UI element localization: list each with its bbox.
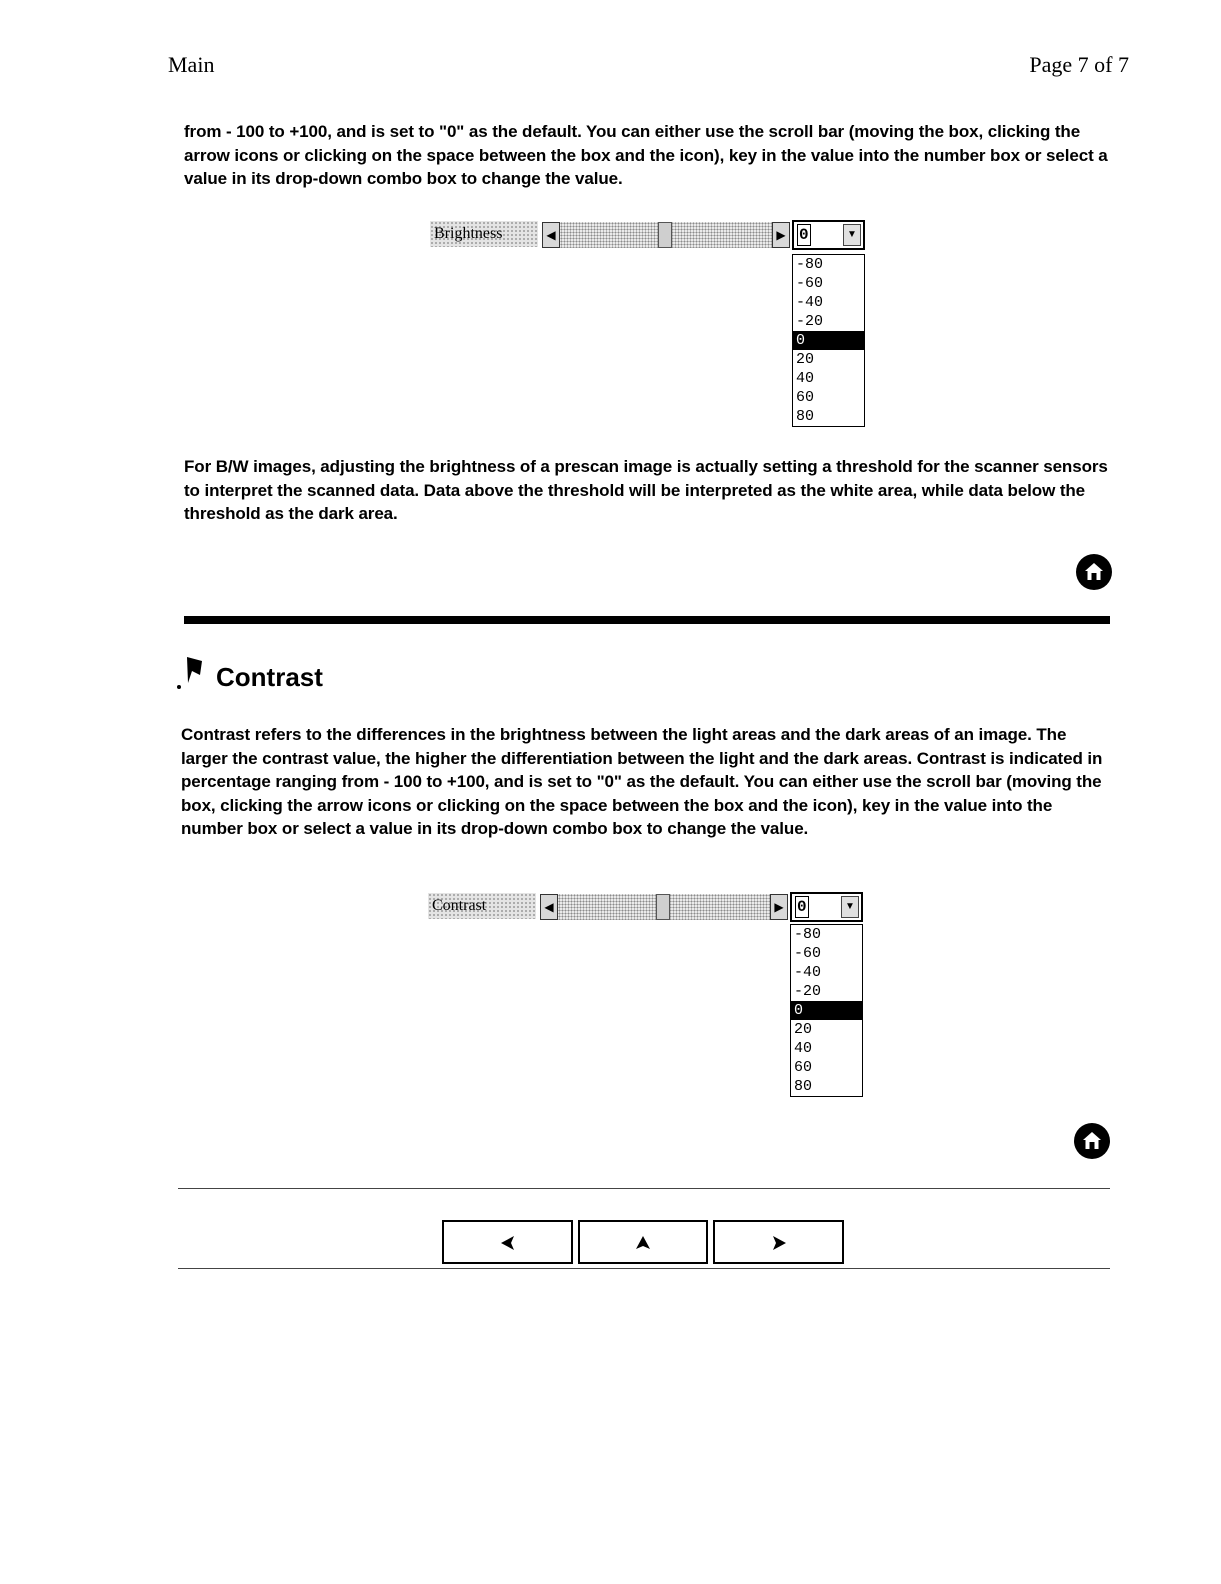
dropdown-option[interactable]: 40 bbox=[796, 370, 815, 387]
footer-divider-top bbox=[178, 1188, 1110, 1189]
brightness-dropdown-list[interactable] bbox=[792, 254, 865, 427]
contrast-combo-box[interactable] bbox=[790, 892, 863, 922]
dropdown-option[interactable]: -40 bbox=[796, 294, 824, 311]
contrast-scroll-left-button[interactable]: ◀ bbox=[540, 894, 558, 920]
dropdown-option[interactable]: -80 bbox=[794, 926, 822, 943]
contrast-heading: Contrast bbox=[216, 662, 323, 692]
section-divider bbox=[184, 616, 1110, 624]
home-icon[interactable] bbox=[1076, 554, 1112, 590]
up-page-button[interactable] bbox=[578, 1220, 708, 1264]
chevron-down-icon[interactable]: ▼ bbox=[841, 896, 859, 918]
brightness-intro-text: from - 100 to +100, and is set to "0" as the default. You can either use the scroll bar (moving the box, clicking the arrow icons or clicking on the space between the box and the icon), key in the value into the number box or select a value in its drop-down combo box to change the value. bbox=[184, 122, 1108, 188]
header-left: Main bbox=[168, 52, 215, 77]
dropdown-option[interactable]: 60 bbox=[796, 389, 815, 406]
brightness-control bbox=[430, 220, 866, 250]
previous-page-button[interactable] bbox=[442, 1220, 573, 1264]
right-arrow-icon bbox=[770, 1234, 788, 1252]
chevron-down-icon[interactable]: ▼ bbox=[843, 224, 861, 246]
dropdown-option[interactable]: 80 bbox=[796, 408, 815, 425]
dropdown-option[interactable]: -40 bbox=[794, 964, 822, 981]
dropdown-option[interactable]: -80 bbox=[796, 256, 824, 273]
bw-images-text: For B/W images, adjusting the brightness of a prescan image is actually setting a threshold for the scanner sensors to interpret the scanned data. Data above the threshold will be interpreted as the white area, while data below the threshold as the dark area. bbox=[184, 457, 1108, 523]
brightness-scroll-thumb[interactable] bbox=[658, 222, 672, 248]
contrast-dropdown-list[interactable] bbox=[790, 924, 863, 1097]
flag-bullet-icon bbox=[176, 655, 212, 696]
header-page-number: Page 7 of 7 bbox=[1029, 52, 1129, 77]
dropdown-option[interactable]: 20 bbox=[796, 351, 815, 368]
dropdown-option[interactable]: -60 bbox=[794, 945, 822, 962]
contrast-label: Contrast bbox=[428, 893, 536, 919]
contrast-value[interactable]: 0 bbox=[797, 898, 807, 916]
dropdown-option[interactable]: -60 bbox=[796, 275, 824, 292]
brightness-label: Brightness bbox=[430, 221, 538, 247]
contrast-scroll-thumb[interactable] bbox=[656, 894, 670, 920]
contrast-scroll-right-button[interactable]: ▶ bbox=[770, 894, 788, 920]
left-arrow-icon bbox=[499, 1234, 517, 1252]
brightness-combo-box[interactable] bbox=[792, 220, 865, 250]
up-arrow-icon bbox=[634, 1234, 652, 1252]
dropdown-option[interactable]: -20 bbox=[796, 313, 824, 330]
brightness-value[interactable]: 0 bbox=[799, 226, 809, 244]
contrast-body-text: Contrast refers to the differences in the brightness between the light areas and the dark areas of an image. The larger the contrast value, the higher the differentiation between the light and the dark areas. Contrast is indicated in percentage ranging from - 100 to +100, and is set to "0" as the default. You can either use the scroll bar (moving the box, clicking the arrow icons or clicking on the space between the box and the icon), key in the value into the number box or select a value in its drop-down combo box to change the value. bbox=[181, 725, 1103, 838]
home-icon[interactable] bbox=[1074, 1123, 1110, 1159]
contrast-control bbox=[428, 892, 864, 922]
dropdown-option[interactable]: 0 bbox=[793, 331, 864, 350]
dropdown-option[interactable]: 80 bbox=[794, 1078, 813, 1095]
footer-divider-bottom bbox=[178, 1268, 1110, 1269]
dropdown-option[interactable]: 40 bbox=[794, 1040, 813, 1057]
next-page-button[interactable] bbox=[713, 1220, 844, 1264]
dropdown-option[interactable]: 60 bbox=[794, 1059, 813, 1076]
brightness-scroll-left-button[interactable]: ◀ bbox=[542, 222, 560, 248]
dropdown-option[interactable]: 20 bbox=[794, 1021, 813, 1038]
dropdown-option[interactable]: -20 bbox=[794, 983, 822, 1000]
dropdown-option[interactable]: 0 bbox=[791, 1001, 862, 1020]
brightness-scroll-right-button[interactable]: ▶ bbox=[772, 222, 790, 248]
